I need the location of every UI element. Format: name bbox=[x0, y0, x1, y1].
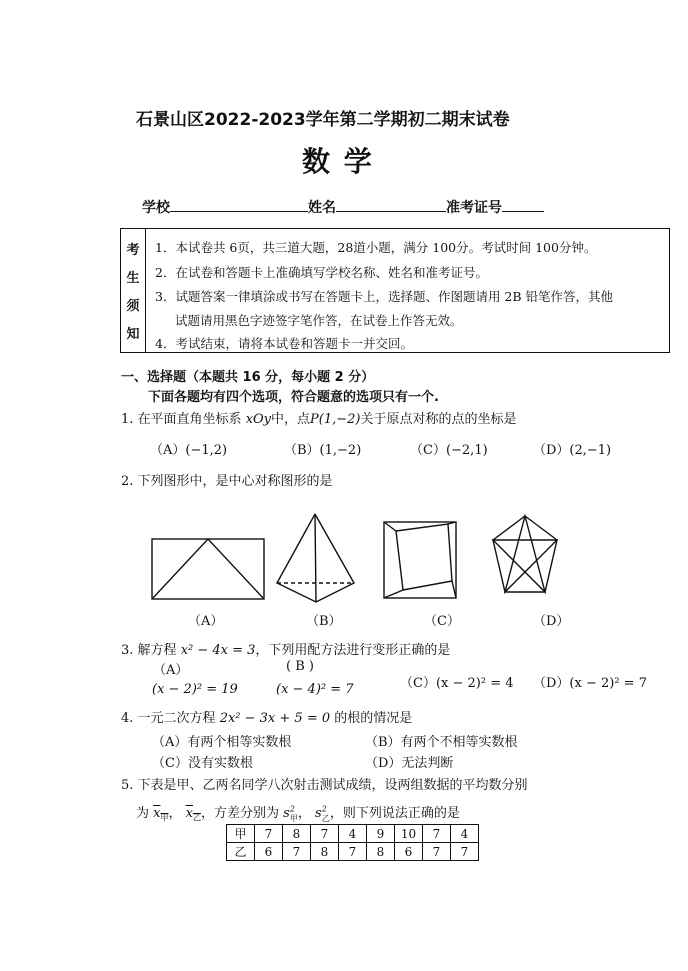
q1-option-d: （D）(2,−1) bbox=[533, 443, 612, 458]
q5-mean-jia-symbol: $x_甲$ bbox=[153, 806, 169, 823]
q3-stem-text: 3. 解方程 bbox=[121, 643, 177, 658]
question-1-stem bbox=[121, 408, 517, 427]
exam-notice-box bbox=[120, 228, 670, 353]
q5-mean-yi-symbol: $x_乙$ bbox=[185, 806, 201, 823]
q3-equation: x² − 4x = 3 bbox=[180, 643, 256, 658]
table-cell: 6 bbox=[255, 843, 283, 861]
q2-label-b: （B） bbox=[306, 614, 342, 629]
q1-coord-system: xOy bbox=[245, 412, 272, 427]
section-heading: 一、选择题（本题共 16 分，每小题 2 分） bbox=[121, 370, 375, 385]
name-blank bbox=[336, 197, 446, 212]
q4-equation: 2x² − 3x + 5 = 0 bbox=[219, 711, 331, 726]
table-cell: 7 bbox=[423, 825, 451, 843]
q1-stem-text: 关于原点对称的点的坐标是 bbox=[360, 412, 517, 427]
q4-option-d: （D）无法判断 bbox=[365, 756, 454, 771]
notice-item: 3．试题答案一律填涂或书写在答题卡上，选择题、作图题请用 2B 铅笔作答，其他 bbox=[155, 289, 614, 304]
subject-title: 数 学 bbox=[302, 145, 374, 178]
q5-variance-jia-symbol: $s^2_甲$ bbox=[283, 804, 298, 823]
q3-option-b-label: ( B ) bbox=[286, 659, 314, 674]
table-cell: 甲 bbox=[227, 825, 255, 843]
q2-label-d: （D） bbox=[533, 614, 570, 629]
table-cell: 6 bbox=[395, 843, 423, 861]
q1-point: P(1,−2) bbox=[310, 412, 361, 427]
table-cell: 7 bbox=[339, 843, 367, 861]
table-cell: 7 bbox=[283, 843, 311, 861]
figure-b-tetrahedron bbox=[277, 514, 354, 602]
table-cell: 乙 bbox=[227, 843, 255, 861]
table-cell: 4 bbox=[451, 825, 479, 843]
table-cell: 10 bbox=[395, 825, 423, 843]
notice-side-char: 知 bbox=[126, 326, 140, 342]
question-2-stem: 2. 下列图形中，是中心对称图形的是 bbox=[121, 474, 333, 489]
question-4-stem bbox=[121, 707, 412, 726]
q5-score-table bbox=[226, 824, 479, 861]
exam-title: 石景山区2022-2023学年第二学期初二期末试卷 bbox=[136, 110, 510, 130]
notice-item: 4．考试结束，请将本试卷和答题卡一并交回。 bbox=[155, 336, 413, 351]
q4-option-a: （A）有两个相等实数根 bbox=[152, 735, 292, 750]
table-row bbox=[227, 843, 479, 861]
q3-option-a-label: （A） bbox=[153, 663, 189, 678]
q3-option-a-expr: (x − 2)² = 19 bbox=[152, 682, 238, 697]
table-cell: 4 bbox=[339, 825, 367, 843]
q4-stem-text: 4. 一元二次方程 bbox=[121, 711, 216, 726]
notice-item: 1．本试卷共 6页，共三道大题，28道小题，满分 100分。考试时间 100分钟。 bbox=[155, 240, 597, 255]
notice-side-label bbox=[121, 229, 146, 352]
figure-a-rectangle-triangle bbox=[152, 539, 264, 599]
table-cell: 9 bbox=[367, 825, 395, 843]
table-cell: 8 bbox=[311, 843, 339, 861]
school-label: 学校 bbox=[142, 200, 170, 216]
q1-option-c: （C）(−2,1) bbox=[410, 443, 488, 458]
table-cell: 7 bbox=[311, 825, 339, 843]
q1-option-b: （B）(1,−2) bbox=[284, 443, 362, 458]
q4-stem-text: 的根的情况是 bbox=[334, 711, 413, 726]
table-cell: 7 bbox=[451, 843, 479, 861]
q2-label-c: （C） bbox=[424, 614, 460, 629]
table-row bbox=[227, 825, 479, 843]
q2-figures bbox=[140, 505, 580, 605]
q2-label-a: （A） bbox=[188, 614, 224, 629]
student-info-line bbox=[142, 197, 544, 217]
id-blank bbox=[502, 197, 544, 212]
q5-stem-text: 为 bbox=[136, 806, 150, 821]
notice-item: 试题请用黑色字迹签字笔作答，在试卷上作答无效。 bbox=[175, 313, 463, 328]
notice-item: 2．在试卷和答题卡上准确填写学校名称、姓名和准考证号。 bbox=[155, 265, 488, 280]
notice-side-char: 生 bbox=[126, 271, 140, 287]
notice-side-char: 考 bbox=[126, 243, 140, 259]
q5-stem-text: ，则下列说法正确的是 bbox=[329, 806, 460, 821]
table-cell: 8 bbox=[283, 825, 311, 843]
name-label: 姓名 bbox=[308, 200, 336, 216]
figure-c-square-in-square bbox=[384, 522, 456, 598]
q5-stem-text: ，方差分别为 bbox=[200, 806, 279, 821]
id-label: 准考证号 bbox=[446, 200, 502, 216]
question-5-stem-line2: 为 $x_甲$， $x_乙$，方差分别为 $s^2_甲$， $s^2_乙$，则下列说法正确的是 bbox=[136, 804, 460, 823]
question-3-stem bbox=[121, 639, 450, 658]
notice-side-char: 须 bbox=[126, 298, 140, 314]
table-cell: 7 bbox=[423, 843, 451, 861]
q1-option-a: （A）(−1,2) bbox=[150, 443, 228, 458]
question-5-stem-line1: 5. 下表是甲、乙两名同学八次射击测试成绩，设两组数据的平均数分别 bbox=[121, 778, 528, 793]
q3-option-c: （C）(x − 2)² = 4 bbox=[400, 676, 514, 691]
section-subheading: 下面各题均有四个选项，符合题意的选项只有一个. bbox=[148, 390, 439, 405]
q1-stem-text: 中，点 bbox=[271, 412, 311, 427]
q3-option-b-expr: (x − 4)² = 7 bbox=[276, 682, 354, 697]
q5-variance-yi-symbol: $s^2_乙$ bbox=[315, 804, 330, 823]
q3-stem-text: ，下列用配方法进行变形正确的是 bbox=[255, 643, 451, 658]
q4-option-b: （B）有两个不相等实数根 bbox=[365, 735, 518, 750]
figure-d-pentagram bbox=[493, 516, 557, 592]
school-blank bbox=[170, 197, 308, 212]
q1-stem-text: 1. 在平面直角坐标系 bbox=[121, 412, 242, 427]
table-cell: 7 bbox=[255, 825, 283, 843]
q4-option-c: （C）没有实数根 bbox=[152, 756, 253, 771]
table-cell: 8 bbox=[367, 843, 395, 861]
q3-option-d: （D）(x − 2)² = 7 bbox=[533, 676, 647, 691]
